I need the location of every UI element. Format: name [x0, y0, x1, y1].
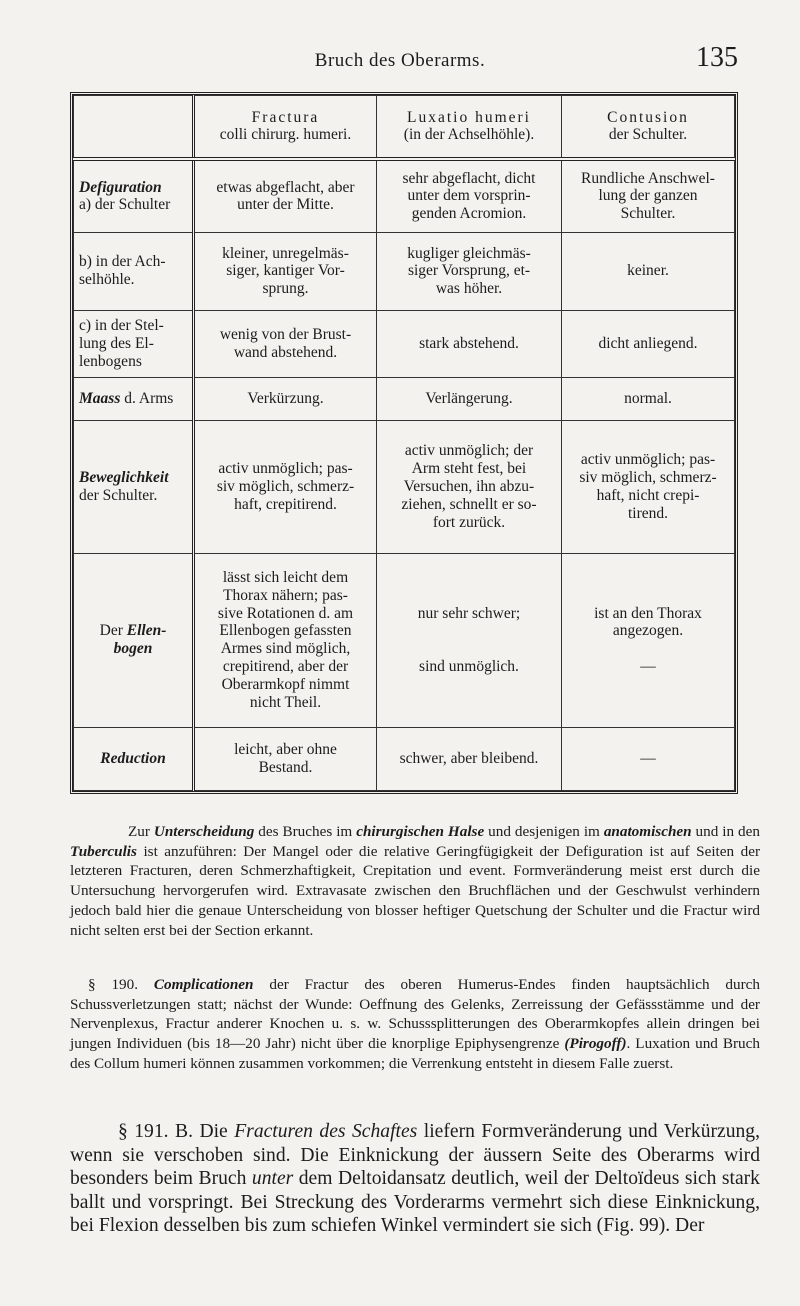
table-row — [74, 232, 735, 310]
table-cell: — — [562, 727, 735, 790]
column-header-contusion: Contusion der Schulter. — [562, 96, 735, 159]
table-cell: ist an den Thorax angezogen. — — [562, 553, 735, 727]
table-cell: Verlängerung. — [377, 378, 562, 421]
row-label: Der Ellen- bogen — [74, 553, 194, 727]
table-cell: activ unmöglich; der Arm steht fest, bei Versuchen, ihn abzu- ziehen, schnellt er so- fort zurück. — [377, 420, 562, 553]
table-row — [74, 553, 735, 727]
row-label: c) in der Stel- lung des El- lenbogens — [74, 310, 194, 377]
page-number: 135 — [696, 42, 738, 73]
table-cell: sehr abgeflacht, dicht unter dem vorsprin- genden Acromion. — [377, 159, 562, 233]
table-cell: nur sehr schwer; sind unmöglich. — [377, 553, 562, 727]
column-header-luxatio: Luxatio humeri (in der Achselhöhle). — [377, 96, 562, 159]
row-label: Reduction — [74, 727, 194, 790]
table-header-row — [74, 96, 735, 159]
table-cell: normal. — [562, 378, 735, 421]
table-cell: activ unmöglich; pas- siv möglich, schmerz- haft, crepitirend. — [194, 420, 377, 553]
table-cell: Rundliche Anschwel- lung der ganzen Schulter. — [562, 159, 735, 233]
comparison-table-frame — [70, 92, 738, 794]
table-cell: kugliger gleichmäs- siger Vorsprung, et- was höher. — [377, 232, 562, 310]
table-cell: schwer, aber bleibend. — [377, 727, 562, 790]
row-label: Defiguration a) der Schulter — [74, 159, 194, 233]
table-cell: stark abstehend. — [377, 310, 562, 377]
table-cell: wenig von der Brust- wand abstehend. — [194, 310, 377, 377]
table-cell: leicht, aber ohne Bestand. — [194, 727, 377, 790]
table-cell: lässt sich leicht dem Thorax nähern; pas- sive Rotationen d. am Ellenbogen gefassten Armes sind möglich, crepitirend, aber der Oberarmkopf nimmt nicht Theil. — [194, 553, 377, 727]
comparison-table — [73, 95, 735, 791]
paragraph-section-190: § 190. Complicationen der Fractur des oberen Humerus-Endes finden hauptsächlich durch Schussverletzungen statt; nächst der Wunde: Oeffnung des Gelenks, Zerreissung der Gefässstämme und der Nervenplexus, Fractur anderer Knochen u. s. w. Schusssplitterungen des Oberarmkopfes allein dringen bei jungen Individuen (bis 18—20 Jahr) nicht über die knorplige Epiphysengrenze (Pirogoff). Luxation und Bruch des Collum humeri können zusammen vorkommen; die Verrenkung entsteht in diesem Falle zuerst. — [70, 976, 761, 1072]
table-row — [74, 378, 735, 421]
paragraph-unterscheidung: Zur Unterscheidung des Bruches im chirurgischen Halse und desjenigen im anatomischen und in den Tuberculis ist anzuführen: Der Mangel oder die relative Geringfügigkeit der Defiguration ist auf Seiten der letzteren Fracturen, deren Schmerzhaftigkeit, Crepitation und event. Formveränderung meist erst durch die Untersuchung hervorgerufen wird. Extravasate zwischen den Bruchflächen und der Geschwulst verhindern jedoch bald hier die genaue Unterscheidung von blosser heftiger Quetschung der Schulter und die Fractur wird nicht selten erst bei der Section erkannt. — [70, 823, 760, 939]
table-cell: Verkürzung. — [194, 378, 377, 421]
header-corner — [74, 96, 194, 159]
column-header-fractura: Fractura colli chirurg. humeri. — [194, 96, 377, 159]
table-row — [74, 310, 735, 377]
row-label: b) in der Ach- selhöhle. — [74, 232, 194, 310]
running-title: Bruch des Oberarms. — [314, 50, 486, 71]
row-label: Maass d. Arms — [74, 378, 194, 421]
running-header — [0, 42, 800, 78]
paragraph-section-191: § 191. B. Die Fracturen des Schaftes liefern Formveränderung und Verkürzung, wenn sie verschoben sind. Die Einknickung der äussern Seite des Oberarms wird besonders beim Bruch unter dem Deltoidansatz deutlich, weil der Deltoïdeus sich stark ballt und vorspringt. Bei Streckung des Vorderarms vermehrt sich diese Einknickung, bei Flexion desselben bis zum schiefen Winkel vermindert sie sich (Fig. 99). Der — [70, 1121, 761, 1237]
table-row — [74, 159, 735, 233]
table-cell: etwas abgeflacht, aber unter der Mitte. — [194, 159, 377, 233]
table-cell: activ unmöglich; pas- siv möglich, schmerz- haft, nicht crepi- tirend. — [562, 420, 735, 553]
table-cell: dicht anliegend. — [562, 310, 735, 377]
table-cell: keiner. — [562, 232, 735, 310]
table-cell: kleiner, unregelmäs- siger, kantiger Vor- sprung. — [194, 232, 377, 310]
table-row — [74, 420, 735, 553]
row-label: Beweglichkeit der Schulter. — [74, 420, 194, 553]
table-row — [74, 727, 735, 790]
